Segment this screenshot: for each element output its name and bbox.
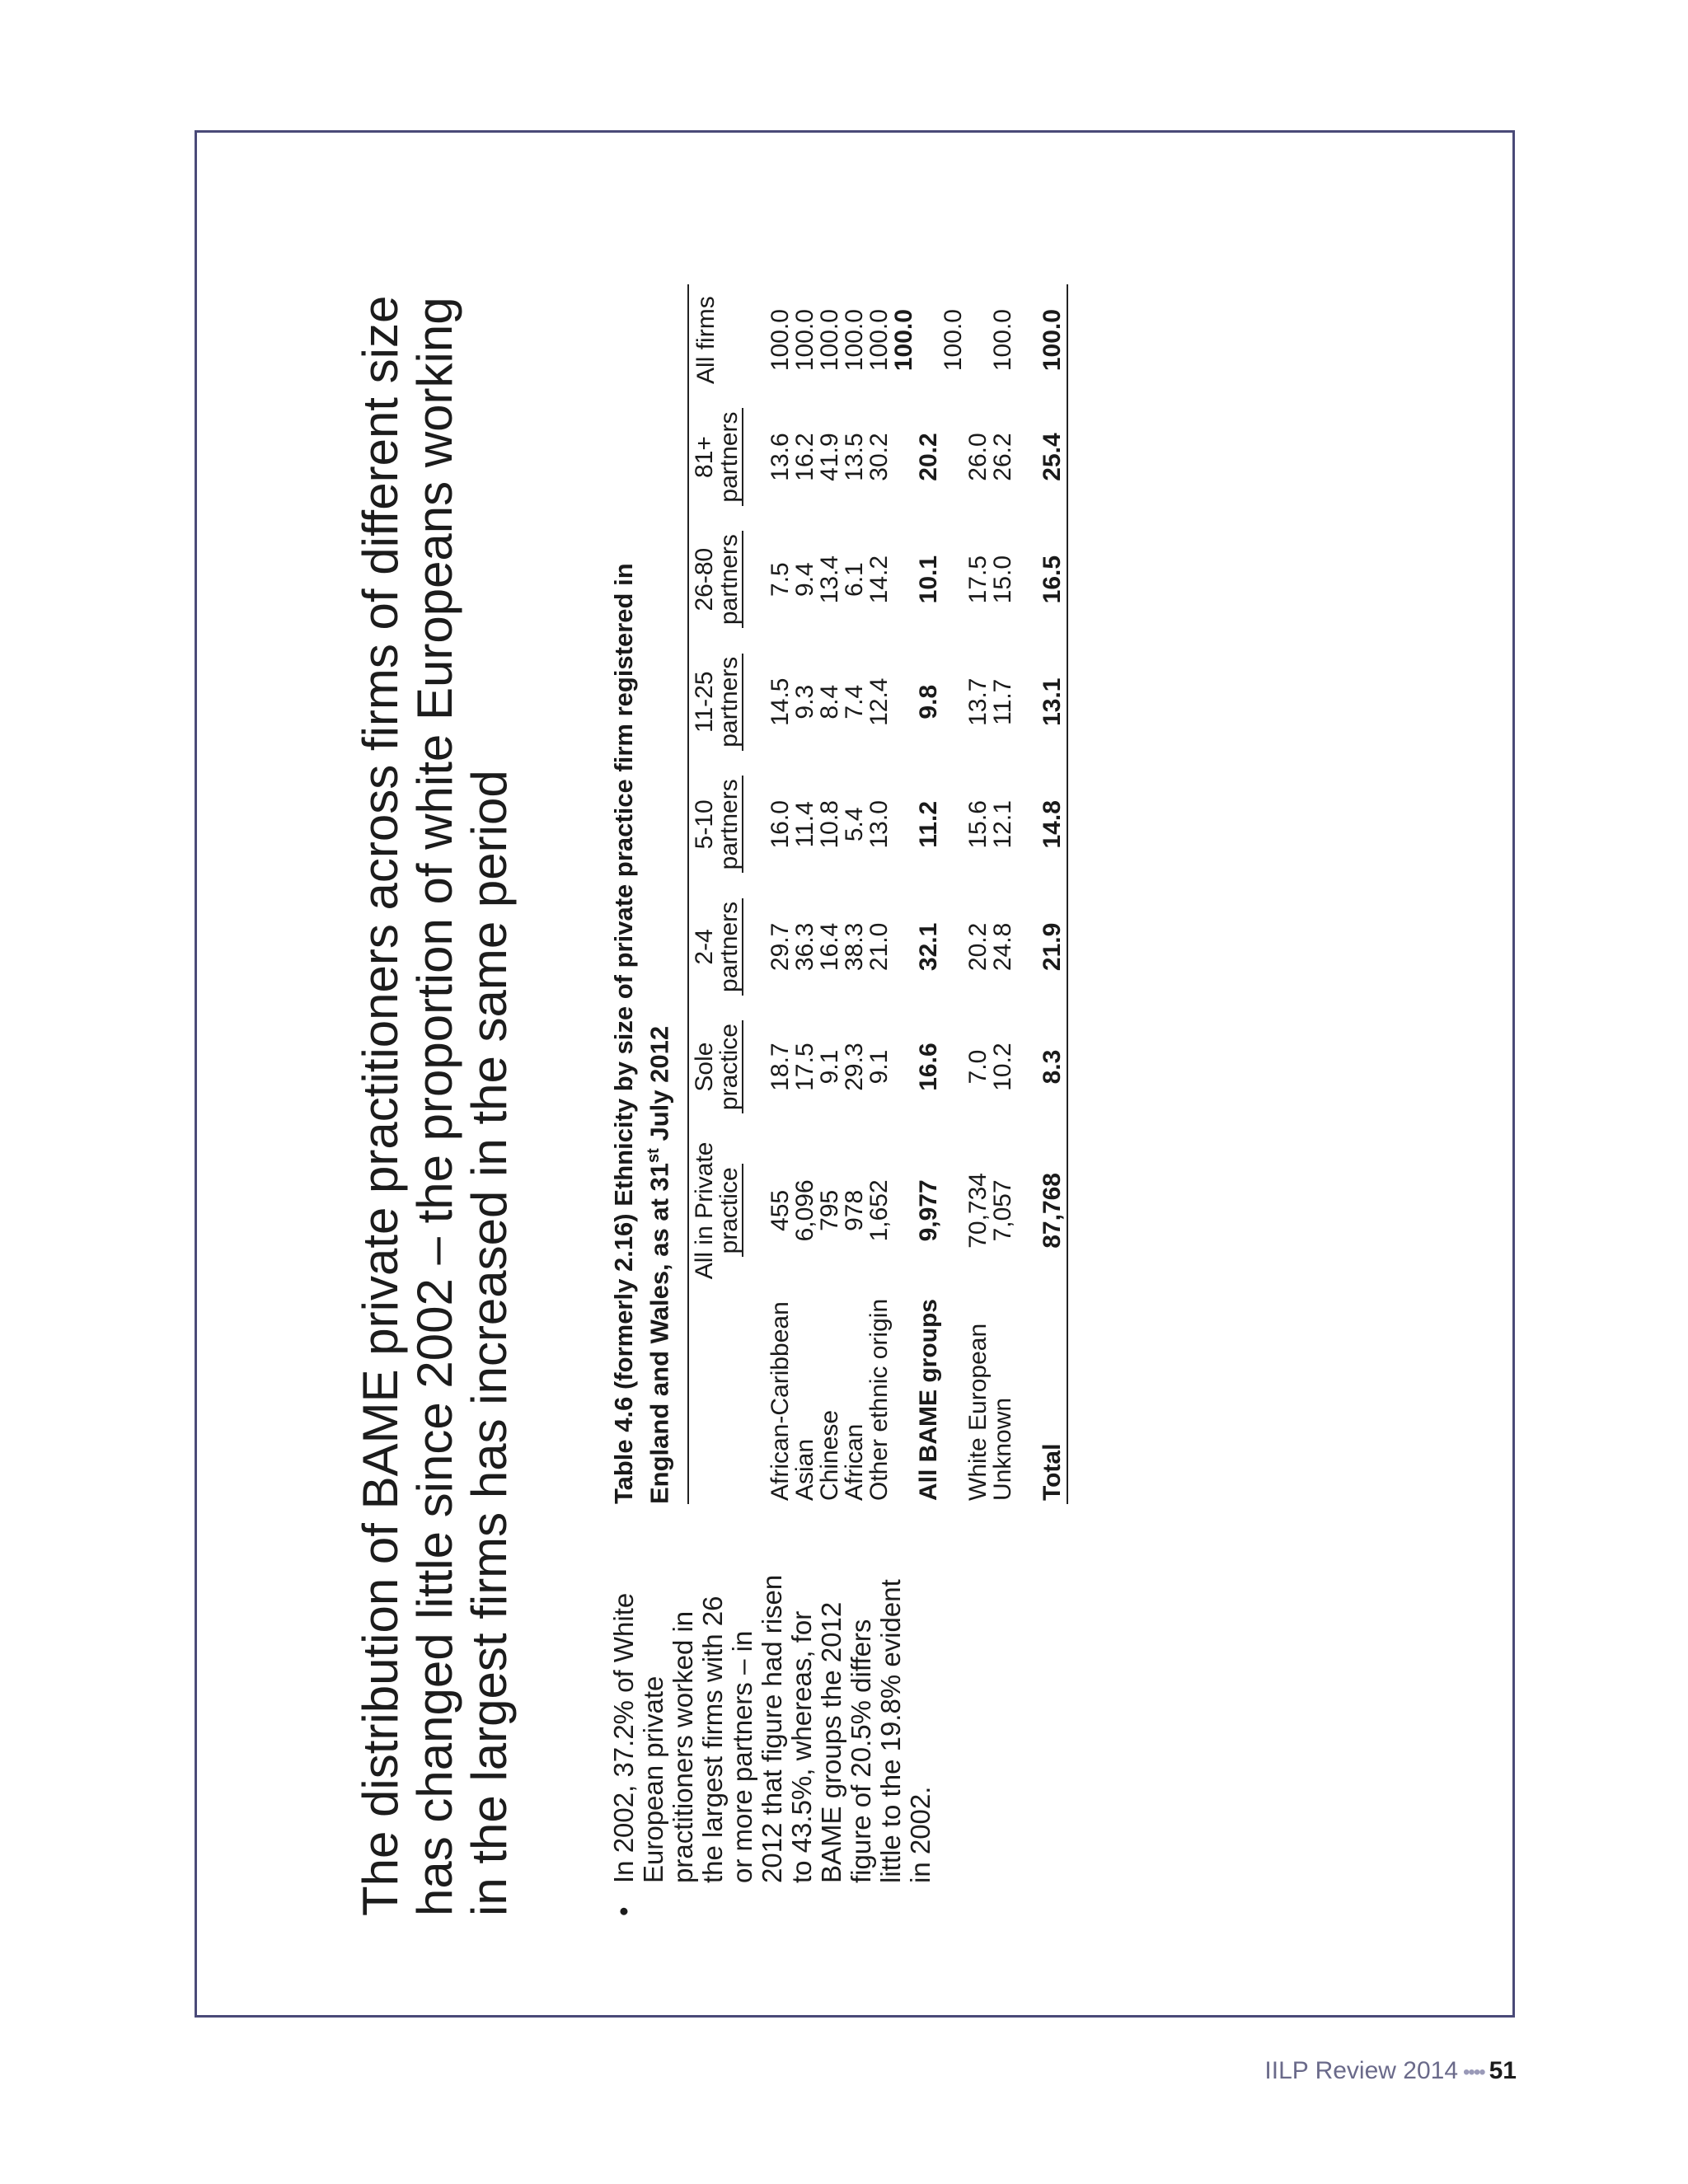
header-11-25: 11-25 partners [688, 640, 743, 763]
headline: The distribution of BAME private practitioners across firms of different size has changed little since 2002 – the proportion of white Europeans working in the largest firms has increased in the same period [353, 295, 517, 1916]
table-title-main: Table 4.6 (formerly 2.16) Ethnicity by size of private practice firm registered in England and Wales, as at 31 [609, 563, 674, 1504]
slide-frame [195, 130, 1515, 2018]
header-2-4: 2-4 partners [688, 886, 743, 1009]
page-number: 51 [1489, 2057, 1517, 2084]
table-title [609, 556, 674, 1504]
table-row: African-Caribbean 455 18.7 29.7 16.0 14.5 7.5 13.6 100.0 [767, 309, 794, 1501]
page-footer [1220, 2057, 1517, 2085]
bullet-point [609, 1570, 935, 1916]
footer-dots: •••• [1463, 2061, 1484, 2083]
table-row: Unknown 7,057 10.2 24.8 12.1 11.7 15.0 26.2 100.0 [989, 309, 1016, 1501]
header-label-col [688, 1296, 743, 1504]
header-5-10: 5-10 partners [688, 763, 743, 886]
rotated-slide [197, 133, 1512, 2015]
table-row: Asian 6,096 17.5 36.3 11.4 9.3 9.4 16.2 100.0 [791, 309, 818, 1501]
bullet-text: In 2002, 37.2% of White European private practitioners worked in the largest firms with 26 or more partners – in 2012 that figure had risen to 43.5%, whereas, for BAME groups the 2012 figure of 20.5% differs little to the 19.8% evident in 2002. [608, 1574, 935, 1883]
header-all-firms: All firms [692, 296, 720, 384]
table-header-row [688, 284, 743, 1504]
table-row: Other ethnic origin 1,652 9.1 21.0 13.0 12.4 14.2 30.2 100.0 [865, 309, 893, 1501]
header-26-80: 26-80 partners [688, 518, 743, 641]
table-row-spacer: 100.0 [940, 309, 967, 372]
footer-label: IILP Review 2014 [1264, 2057, 1459, 2084]
table-row-extra: 100.0 [890, 309, 917, 372]
table-row: African 978 29.3 38.3 5.4 7.4 6.1 13.5 100.0 [841, 309, 868, 1501]
bullet-marker: • [608, 1906, 639, 1916]
table-title-sup: st [645, 1148, 663, 1163]
table-title-date: July 2012 [645, 1025, 674, 1149]
ethnicity-table [687, 284, 1068, 1504]
header-sole: Sole practice [688, 1008, 743, 1126]
table-row: White European 70,734 7.0 20.2 15.6 13.7 17.5 26.0 [964, 433, 992, 1501]
header-81plus: 81+ partners [688, 396, 743, 518]
table-row: Chinese 795 9.1 16.4 10.8 8.4 13.4 41.9 100.0 [816, 309, 843, 1501]
table-row-bame-total: All BAME groups 9,977 16.6 32.1 11.2 9.8 10.1 20.2 [915, 433, 942, 1501]
table-row-total: Total 87,768 8.3 21.9 14.8 13.1 16.5 25.4 100.0 [1015, 284, 1067, 1504]
header-all-private: All in Private practice [691, 1141, 743, 1280]
